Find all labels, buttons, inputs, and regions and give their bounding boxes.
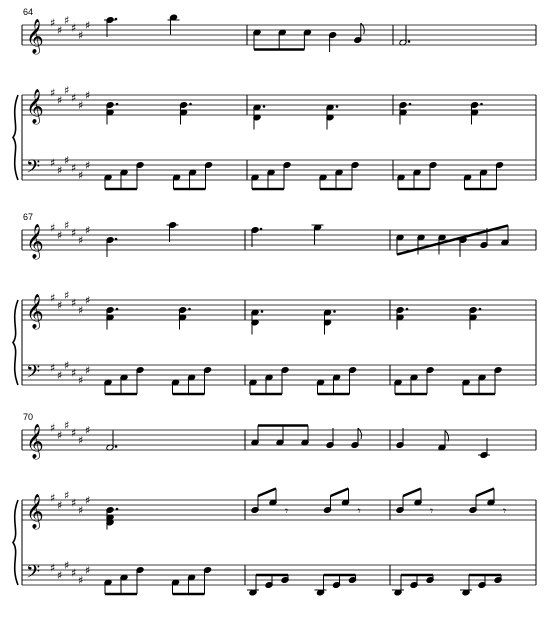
sharp-icon: ♯ [57, 24, 63, 37]
sharp-icon: ♯ [78, 304, 84, 317]
sharp-icon: ♯ [71, 366, 77, 380]
treble-clef-icon: 𝄞 [26, 19, 44, 54]
sharp-icon: ♯ [50, 221, 56, 235]
sharp-icon: ♯ [71, 226, 77, 240]
measure-number: 64 [23, 7, 34, 17]
sharp-icon: ♯ [64, 489, 70, 502]
sharp-icon: ♯ [78, 434, 84, 447]
sharp-icon: ♯ [50, 421, 56, 435]
sharp-icon: ♯ [71, 91, 77, 105]
sharp-icon: ♯ [64, 154, 70, 167]
treble-clef-icon: 𝄞 [26, 89, 44, 124]
sharp-icon: ♯ [57, 164, 63, 177]
sharp-icon: ♯ [64, 219, 70, 232]
sharp-icon: ♯ [78, 99, 84, 112]
eighth-rest-icon: 𝄾 [357, 504, 361, 518]
augmentation-dot [406, 308, 409, 311]
beam [331, 489, 349, 497]
sharp-icon: ♯ [57, 299, 63, 312]
sharp-icon: ♯ [57, 94, 63, 107]
sharp-icon: ♯ [85, 224, 91, 237]
sharp-icon: ♯ [71, 426, 77, 440]
sharp-icon: ♯ [78, 574, 84, 587]
augmentation-dot [115, 445, 118, 448]
treble-clef-icon: 𝄞 [26, 494, 44, 529]
sharp-icon: ♯ [71, 566, 77, 580]
piano-brace-icon [13, 95, 18, 180]
augmentation-dot [409, 103, 412, 106]
eighth-rest-icon: 𝄾 [285, 504, 289, 518]
sharp-icon: ♯ [85, 294, 91, 307]
sharp-icon: ♯ [57, 429, 63, 442]
piano-brace-icon [13, 300, 18, 385]
sharp-icon: ♯ [78, 374, 84, 387]
sharp-icon: ♯ [57, 229, 63, 242]
eighth-rest-icon: 𝄾 [430, 504, 434, 518]
treble-clef-icon: 𝄞 [26, 424, 44, 459]
sharp-icon: ♯ [57, 569, 63, 582]
augmentation-dot [480, 103, 483, 106]
sharp-icon: ♯ [78, 169, 84, 182]
sharp-icon: ♯ [78, 234, 84, 247]
augmentation-dot [333, 310, 336, 313]
sharp-icon: ♯ [64, 14, 70, 27]
sharp-icon: ♯ [64, 559, 70, 572]
sharp-icon: ♯ [85, 494, 91, 507]
sharp-icon: ♯ [71, 21, 77, 35]
sharp-icon: ♯ [85, 159, 91, 172]
augmentation-dot [115, 238, 118, 241]
sharp-icon: ♯ [50, 561, 56, 575]
sharp-icon: ♯ [71, 496, 77, 510]
system-2 [13, 212, 536, 394]
treble-clef-icon: 𝄞 [26, 294, 44, 329]
sharp-icon: ♯ [71, 161, 77, 175]
augmentation-dot [479, 308, 482, 311]
sharp-icon: ♯ [85, 564, 91, 577]
sharp-icon: ♯ [64, 359, 70, 372]
piano-brace-icon [13, 500, 18, 585]
augmentation-dot [116, 103, 119, 106]
augmentation-dot [115, 18, 118, 21]
measure-number: 67 [23, 212, 34, 222]
sharp-icon: ♯ [64, 419, 70, 432]
beam [258, 489, 276, 497]
bass-clef-icon: 𝄢 [26, 362, 41, 387]
sharp-icon: ♯ [57, 499, 63, 512]
measure-number: 70 [23, 412, 34, 422]
sharp-icon: ♯ [50, 291, 56, 305]
augmentation-dot [261, 310, 264, 313]
sharp-icon: ♯ [50, 491, 56, 505]
augmentation-dot [336, 105, 339, 108]
sharp-icon: ♯ [71, 296, 77, 310]
sharp-icon: ♯ [64, 289, 70, 302]
augmentation-dot [189, 103, 192, 106]
system-1 [13, 7, 536, 189]
system-3 [13, 412, 536, 596]
augmentation-dot [408, 40, 411, 43]
sharp-icon: ♯ [64, 84, 70, 97]
sharp-icon: ♯ [50, 156, 56, 170]
sharp-icon: ♯ [85, 364, 91, 377]
beam [476, 489, 494, 497]
sharp-icon: ♯ [50, 86, 56, 100]
bass-clef-icon: 𝄢 [26, 562, 41, 587]
sharp-icon: ♯ [50, 16, 56, 30]
bass-clef-icon: 𝄢 [26, 157, 41, 182]
sharp-icon: ♯ [50, 361, 56, 375]
sharp-icon: ♯ [57, 369, 63, 382]
eighth-rest-icon: 𝄾 [503, 504, 507, 518]
sharp-icon: ♯ [85, 19, 91, 32]
augmentation-dot [260, 228, 263, 231]
sharp-icon: ♯ [85, 89, 91, 102]
augmentation-dot [116, 308, 119, 311]
beam [403, 489, 421, 497]
treble-clef-icon: 𝄞 [26, 224, 44, 259]
augmentation-dot [188, 308, 191, 311]
sharp-icon: ♯ [78, 504, 84, 517]
augmentation-dot [263, 105, 266, 108]
augmentation-dot [116, 508, 119, 511]
sharp-icon: ♯ [78, 29, 84, 42]
sharp-icon: ♯ [85, 424, 91, 437]
